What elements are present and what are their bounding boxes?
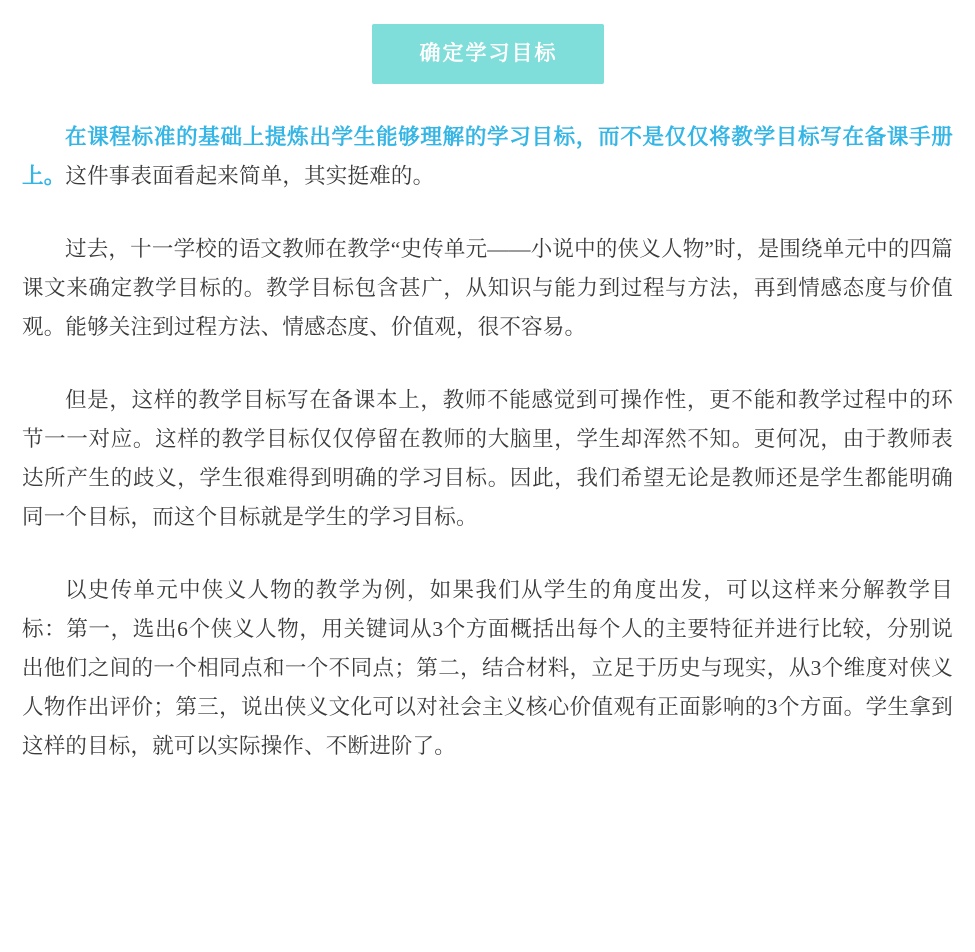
lead-highlight-text: 在课程标准的基础上提炼出学生能够理解的学习目标，而不是仅仅将教学目标写在备课手册上。 — [22, 125, 953, 189]
paragraph-1: 过去，十一学校的语文教师在教学“史传单元——小说中的侠义人物”时，是围绕单元中的四篇课文来确定教学目标的。教学目标包含甚广，从知识与能力到过程与方法，再到情感态度与价值观。能够关注到过程方法、情感态度、价值观，很不容易。 — [22, 237, 953, 340]
paragraph-2: 但是，这样的教学目标写在备课本上，教师不能感觉到可操作性，更不能和教学过程中的环节一一对应。这样的教学目标仅仅停留在教师的大脑里，学生却浑然不知。更何况，由于教师表达所产生的歧义，学生很难得到明确的学习目标。因此，我们希望无论是教师还是学生都能明确同一个目标，而这个目标就是学生的学习目标。 — [22, 388, 953, 530]
document-body — [22, 118, 953, 766]
paragraph-3: 以史传单元中侠义人物的教学为例，如果我们从学生的角度出发，可以这样来分解教学目标：第一，选出6个侠义人物，用关键词从3个方面概括出每个人的主要特征并进行比较，分别说出他们之间的一个相同点和一个不同点；第二，结合材料，立足于历史与现实，从3个维度对侠义人物作出评价；第三，说出侠义文化可以对社会主义核心价值观有正面影响的3个方面。学生拿到这样的目标，就可以实际操作、不断进阶了。 — [22, 578, 953, 759]
heading-container — [22, 0, 953, 84]
paragraph-lead — [22, 118, 953, 196]
section-heading-badge: 确定学习目标 — [372, 24, 604, 84]
lead-rest-text: 这件事表面看起来简单，其实挺难的。 — [65, 164, 435, 189]
